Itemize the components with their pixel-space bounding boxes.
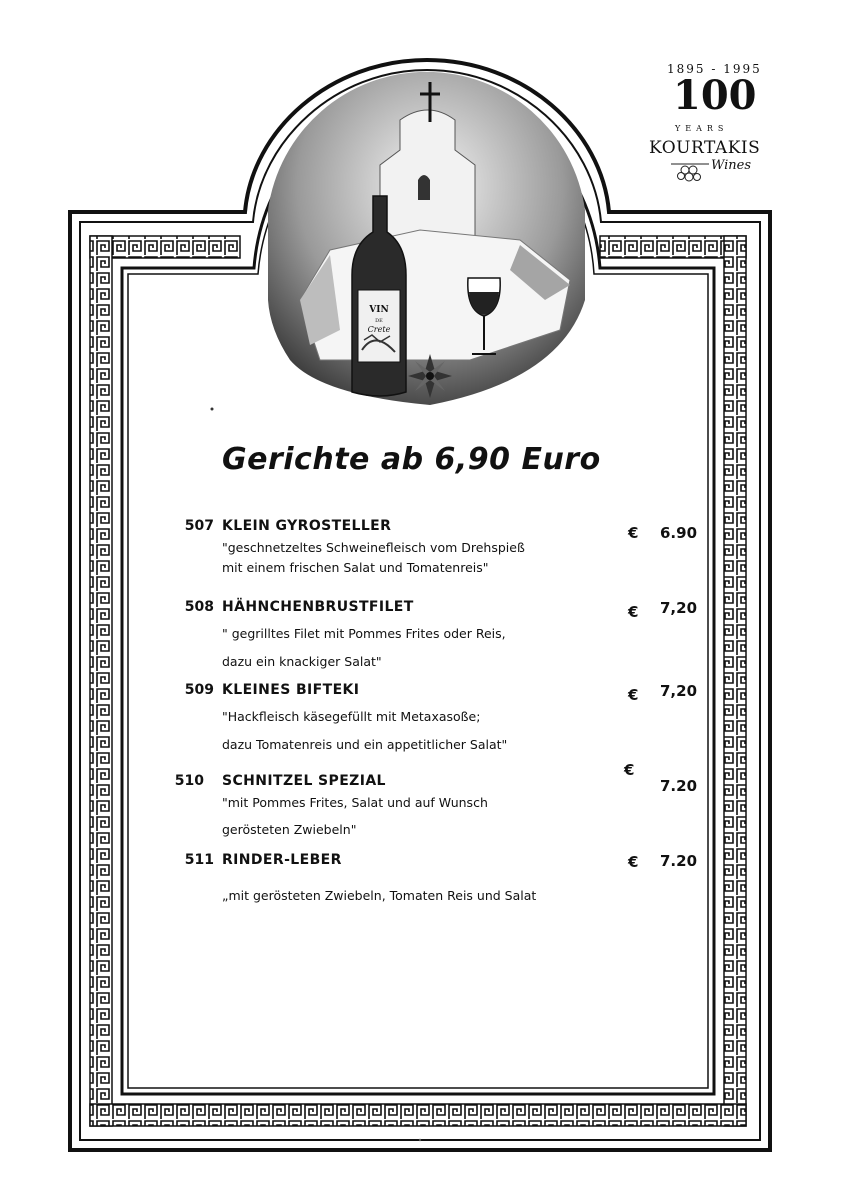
meander-right xyxy=(724,236,746,1126)
logo-years-word: YEARS xyxy=(675,124,729,133)
item-price: 7.20 xyxy=(660,852,698,870)
item-name: KLEINES BIFTEKI xyxy=(222,682,360,698)
item-description: " gegrilltes Filet mit Pommes Frites oder Reis, xyxy=(222,626,506,641)
euro-sign: € xyxy=(628,853,639,871)
item-price: 7,20 xyxy=(660,599,698,617)
item-number: 507 xyxy=(184,518,214,534)
kourtakis-logo xyxy=(645,62,765,202)
item-description: dazu ein knackiger Salat" xyxy=(222,654,382,669)
item-description: "geschnetzeltes Schweinefleisch vom Drehspieß xyxy=(222,540,525,555)
item-description: mit einem frischen Salat und Tomatenreis" xyxy=(222,560,489,575)
item-price: 7.20 xyxy=(660,777,698,795)
svg-text:DE: DE xyxy=(375,318,383,324)
item-number: 509 xyxy=(184,682,214,698)
grapes-icon xyxy=(671,158,711,186)
item-name: HÄHNCHENBRUSTFILET xyxy=(222,599,414,615)
item-number: 510 xyxy=(174,773,204,789)
item-name: SCHNITZEL SPEZIAL xyxy=(222,773,386,789)
euro-sign: € xyxy=(628,603,639,621)
item-number: 511 xyxy=(184,852,214,868)
euro-sign: € xyxy=(628,686,639,704)
svg-text:Crete: Crete xyxy=(367,325,391,334)
item-number: 508 xyxy=(184,599,214,615)
meander-bottom xyxy=(90,1104,746,1126)
item-description: "mit Pommes Frites, Salat und auf Wunsch xyxy=(222,795,488,810)
logo-years-range: 1895 - 1995 xyxy=(667,62,762,76)
euro-sign: € xyxy=(624,761,635,779)
logo-wines: Wines xyxy=(711,158,752,173)
item-price: 6.90 xyxy=(660,524,698,542)
euro-sign: € xyxy=(628,524,639,542)
item-description: gerösteten Zwiebeln" xyxy=(222,822,357,837)
item-description: "Hackfleisch käsegefüllt mit Metaxasoße; xyxy=(222,709,481,724)
item-name: KLEIN GYROSTELLER xyxy=(222,518,392,534)
meander-left xyxy=(90,236,112,1126)
item-price: 7,20 xyxy=(660,682,698,700)
logo-hundred: 100 xyxy=(673,72,757,119)
bottle-label: VIN xyxy=(369,305,389,315)
item-description: dazu Tomatenreis und ein appetitlicher Salat" xyxy=(222,737,508,752)
item-description: „mit gerösteten Zwiebeln, Tomaten Reis und Salat xyxy=(222,888,537,903)
logo-brand: KOURTAKIS xyxy=(649,138,761,158)
item-name: RINDER-LEBER xyxy=(222,852,342,868)
menu-heading: Gerichte ab 6,90 Euro xyxy=(222,442,601,477)
